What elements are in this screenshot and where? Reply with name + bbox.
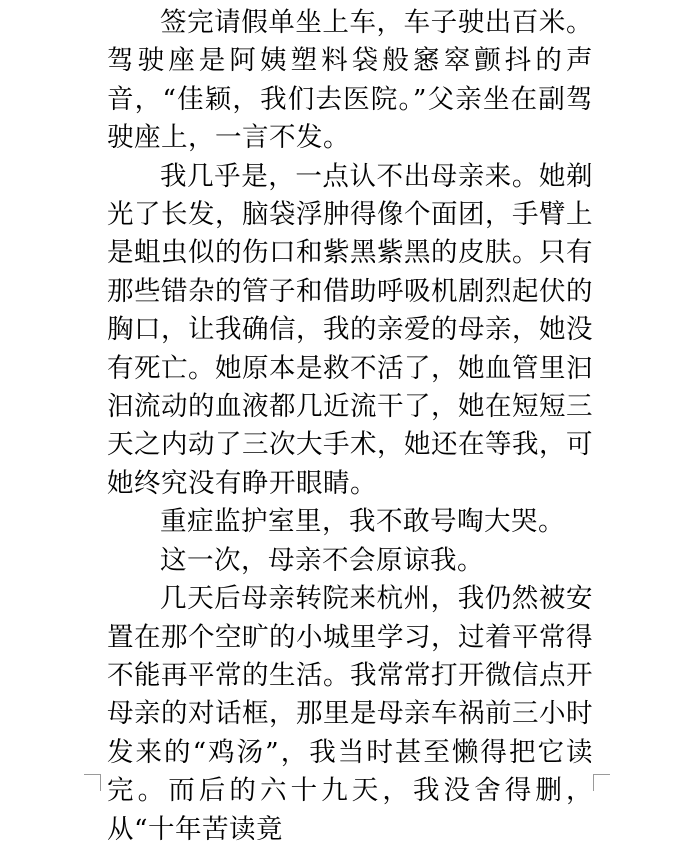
- paragraph-hospital-scene: 我几乎是，一点认不出母亲来。她剃光了长发，脑袋浮肿得像个面团，手臂上是蛆虫似的伤口和紫黑紫黑的皮肤。只有那些错杂的管子和借助呼吸机剧烈起伏的胸口，让我确信，我的亲爱的母亲，她没有死亡。她原本是救不活了，她血管里汩汩流动的血液都几近流干了，她在短短三天之内动了三次大手术，她还在等我，可她终究没有睁开眼睛。: [107, 160, 593, 499]
- page-corner-mark-left: [84, 774, 101, 791]
- paragraph-icu: 重症监护室里，我不敢号啕大哭。: [160, 506, 565, 538]
- paragraph-leave-slip: 签完请假单坐上车，车子驶出百米。驾驶座是阿姨塑料袋般窸窣颤抖的声音，“佳颖，我们去医院。”父亲坐在副驾驶座上，一言不发。: [107, 7, 593, 154]
- page-corner-mark-right: [593, 774, 610, 791]
- paragraph-transfer-hangzhou: 几天后母亲转院来杭州，我仍然被安置在那个空旷的小城里学习，过着平常得不能再平常的生活。我常常打开微信点开母亲的对话框，那里是母亲车祸前三小时发来的“鸡汤”，我当时甚至懒得把它读完。而后的六十九天，我没舍得删，从“十年苦读竟: [107, 583, 593, 845]
- paragraph-not-forgive: 这一次，母亲不会原谅我。: [160, 544, 484, 576]
- document-body: [107, 4, 593, 849]
